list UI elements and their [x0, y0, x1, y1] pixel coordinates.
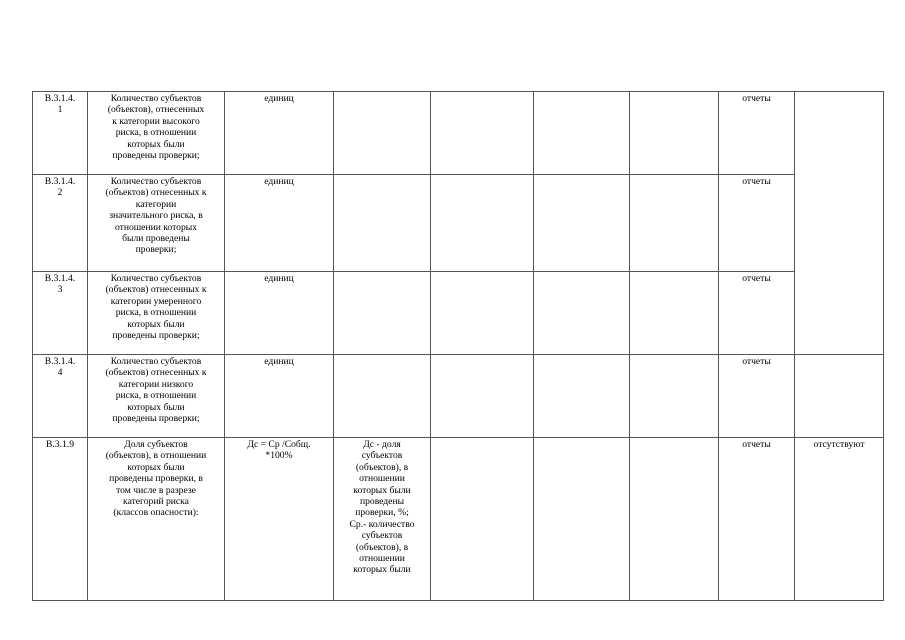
empty-cell: [630, 438, 719, 601]
note-cell: [795, 355, 884, 438]
table-row: [33, 355, 884, 438]
empty-cell: [630, 272, 719, 355]
indicator-name: Количество субъектов (объектов) отнесенных к категории значительного риска, в отношении которых были проведены проверки;: [88, 175, 225, 272]
indicator-unit: единиц: [225, 92, 334, 175]
empty-cell: [431, 355, 534, 438]
empty-cell: [534, 438, 630, 601]
indicator-code: В.3.1.4. 3: [33, 272, 88, 355]
empty-cell: [534, 175, 630, 272]
empty-cell: [630, 175, 719, 272]
indicator-code: В.3.1.4. 1: [33, 92, 88, 175]
indicator-name: Количество субъектов (объектов), отнесенных к категории высокого риска, в отношении которых были проведены проверки;: [88, 92, 225, 175]
empty-cell: [431, 92, 534, 175]
indicator-code: В.3.1.4. 2: [33, 175, 88, 272]
empty-cell: [534, 92, 630, 175]
formula-description: Дс - доля субъектов (объектов), в отношении которых были проведены проверки, %; Ср.- количество субъектов (объектов), в отношении которых были: [334, 438, 431, 601]
note-cell: [795, 92, 884, 355]
indicator-code: В.3.1.9: [33, 438, 88, 601]
formula-cell: [334, 175, 431, 272]
indicator-name: Доля субъектов (объектов), в отношении которых были проведены проверки, в том числе в разрезе категорий риска (классов опасности):: [88, 438, 225, 601]
empty-cell: [534, 355, 630, 438]
table-row: [33, 438, 884, 601]
indicator-formula: Дс = Ср /Собщ. *100%: [225, 438, 334, 601]
indicator-unit: единиц: [225, 355, 334, 438]
indicator-name: Количество субъектов (объектов) отнесенных к категории умеренного риска, в отношении которых были проведены проверки;: [88, 272, 225, 355]
data-source: отчеты: [719, 438, 795, 601]
data-source: отчеты: [719, 175, 795, 272]
formula-cell: [334, 92, 431, 175]
indicator-code: В.3.1.4. 4: [33, 355, 88, 438]
empty-cell: [630, 355, 719, 438]
indicator-name: Количество субъектов (объектов) отнесенных к категории низкого риска, в отношении которых были проведены проверки;: [88, 355, 225, 438]
formula-cell: [334, 355, 431, 438]
empty-cell: [431, 438, 534, 601]
formula-cell: [334, 272, 431, 355]
empty-cell: [534, 272, 630, 355]
data-source: отчеты: [719, 272, 795, 355]
table-row: [33, 92, 884, 175]
empty-cell: [431, 175, 534, 272]
empty-cell: [630, 92, 719, 175]
indicator-unit: единиц: [225, 175, 334, 272]
table-row: [33, 175, 884, 272]
note-cell: отсутствуют: [795, 438, 884, 601]
data-source: отчеты: [719, 92, 795, 175]
indicator-unit: единиц: [225, 272, 334, 355]
indicators-table: [32, 91, 884, 601]
data-source: отчеты: [719, 355, 795, 438]
table-row: [33, 272, 884, 355]
empty-cell: [431, 272, 534, 355]
